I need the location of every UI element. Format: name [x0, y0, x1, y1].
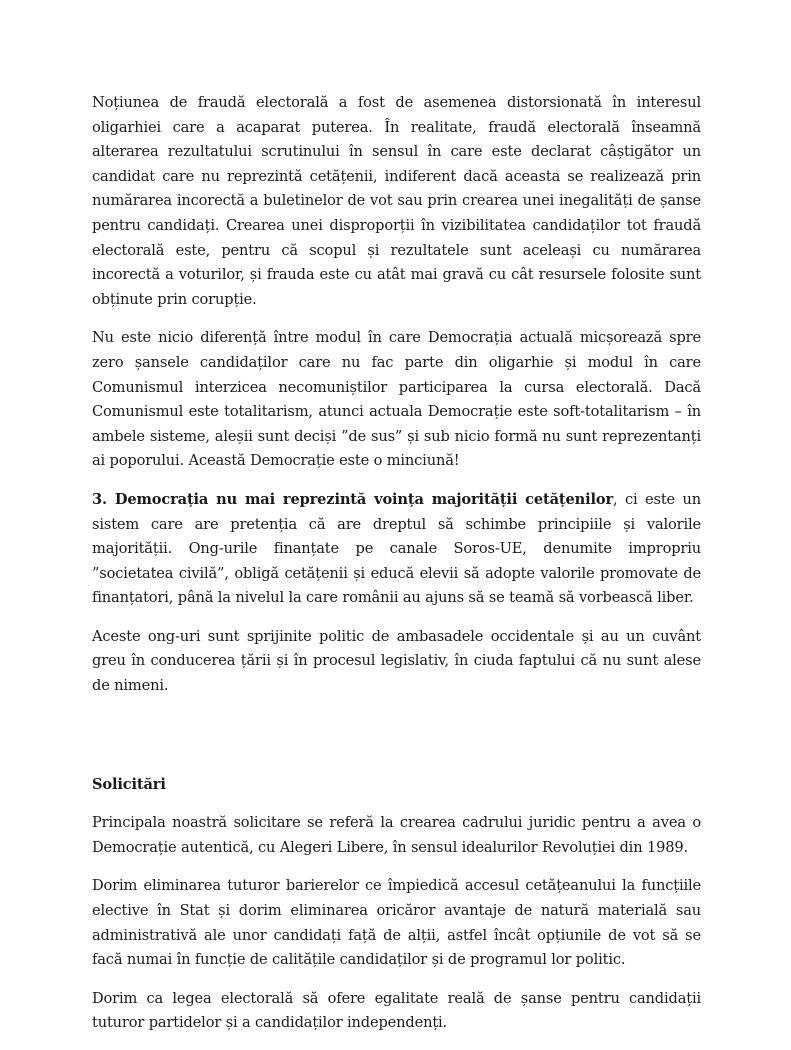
paragraph-soft-totalitarianism: Nu este nicio diferență între modul în care Democrația actuală micșorează spre zero șansele candidaților care nu fac parte din oligarhie și modul în care Comunismul interzicea necomuniștilor participarea la cursa electorală. Dacă Comunismul este totalitarism, atunci actuala Democrație este soft-totalitarism – în ambele sisteme, aleșii sunt deciși ”de sus” și sub nicio formă nu sunt reprezentanți ai poporului. Această Democrație este o minciună! — [92, 329, 701, 470]
document-page — [92, 91, 701, 1050]
section-heading-solicitari: Solicitări — [92, 775, 166, 793]
paragraph-electoral-fraud: Noțiunea de fraudă electorală a fost de asemenea distorsionată în interesul oligarhiei care a acaparat puterea. În realitate, fraudă electorală înseamnă alterarea rezultatului scrutinului în sensul în care este declarat câștigător un candidat care nu reprezintă cetățenii, indiferent dacă aceasta se realizează prin numărarea incorectă a buletinelor de vot sau prin crearea unei inegalități de șanse pentru candidați. Crearea unei disproporții în vizibilitatea candidaților tot fraudă electorală este, pentru că scopul și rezultatele sunt aceleași cu numărarea incorectă a voturilor, și frauda este cu atât mai gravă cu cât resursele folosite sunt obținute prin corupție. — [92, 94, 701, 308]
point-3-text: , ci este un sistem care are pretenția că are dreptul să schimbe principiile și valorile majorității. Ong-urile finanțate pe canale Soros-UE, denumite impropriu ”societatea civilă”, obligă cetățenii și educă elevii să adopte valorile promovate de finanțatori, până la nivelul la care românii au ajuns să se teamă să vorbească liber. — [92, 490, 701, 607]
paragraph-point-3 — [92, 488, 701, 611]
point-3-title: 3. Democrația nu mai reprezintă voința majorității cetățenilor — [92, 490, 614, 508]
paragraph-ngo-support: Aceste ong-uri sunt sprijinite politic de ambasadele occidentale și au un cuvânt greu în conducerea țării și în procesul legislativ, în ciuda faptului că nu sunt alese de nimeni. — [92, 627, 701, 695]
paragraph-main-request: Principala noastră solicitare se referă la crearea cadrului juridic pentru a avea o Democrație autentică, cu Alegeri Libere, în sensul idealurilor Revoluției din 1989. — [92, 814, 701, 856]
section-spacer — [92, 713, 701, 773]
paragraph-electoral-law: Dorim ca legea electorală să ofere egalitate reală de șanse pentru candidații tuturor partidelor și a candidaților independenți. — [92, 989, 701, 1032]
paragraph-eliminate-barriers: Dorim eliminarea tuturor barierelor ce împiedică accesul cetățeanului la funcțiile elective în Stat și dorim eliminarea oricăror avantaje de natură materială sau administrativă ale unor candidați față de alții, astfel încât opțiunile de vot să se facă numai în funcție de calitățile candidaților și de programul lor politic. — [92, 877, 701, 969]
